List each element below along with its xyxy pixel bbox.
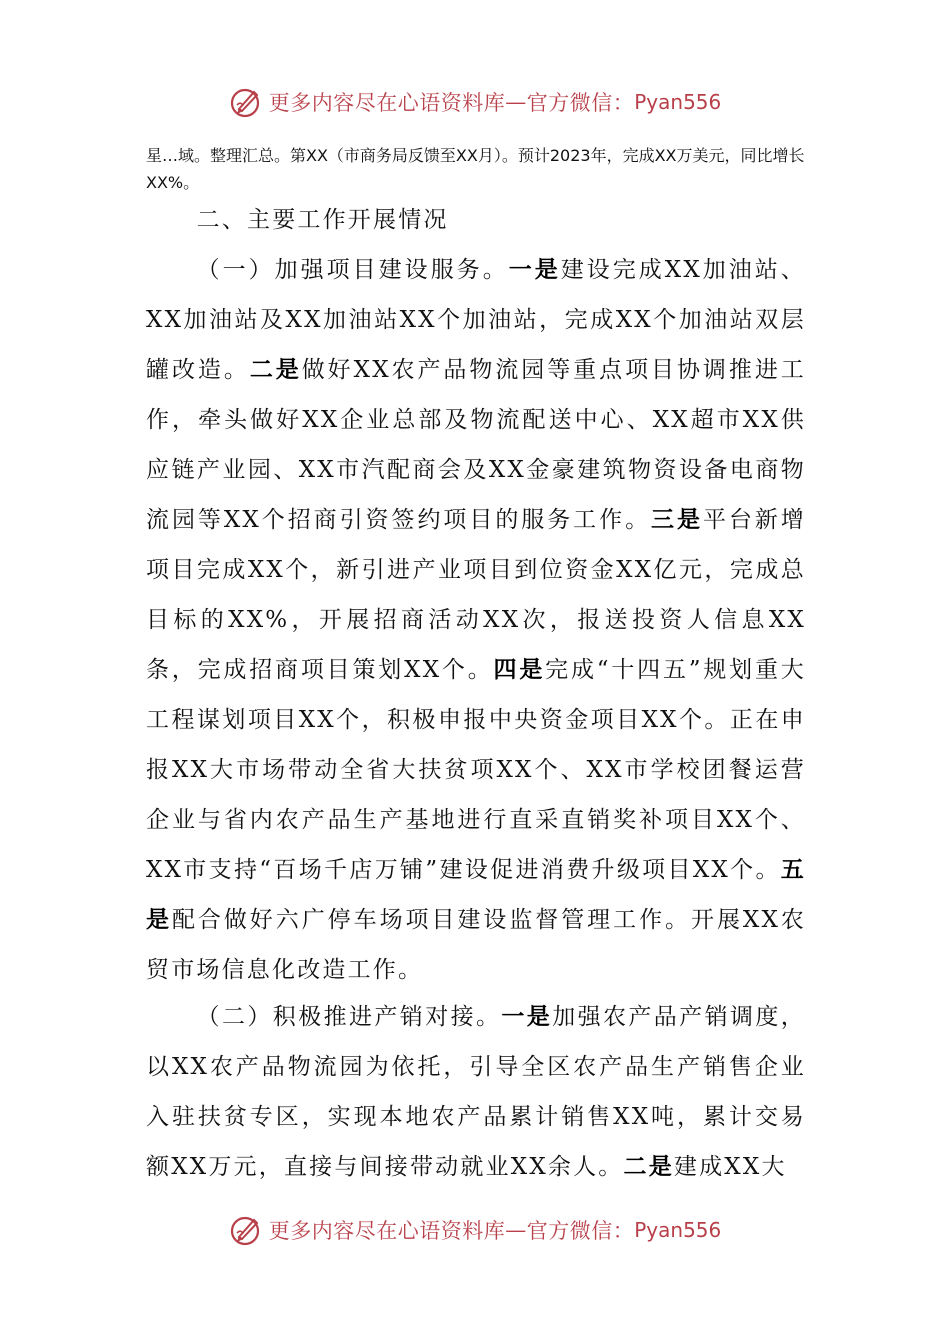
p2-text-1: 加强农产品产销调度，以XX农产品物流园为依托，引导全区农产品生产销售企业入驻扶贫专区，实现本地农产品累计销售XX吨，累计交易额XX万元，直接与间接带动就业XX余人。 (146, 1004, 807, 1180)
section-title: 二、主要工作开展情况 (196, 207, 449, 233)
pen-circle-icon (229, 1212, 265, 1248)
p1-marker-5: 五是 (146, 856, 806, 933)
watermark-wechat-label: 官方微信： (526, 1219, 635, 1243)
paragraph-project-service (146, 245, 806, 995)
p1-text-5: 配合做好六广停车场项目建设监督管理工作。开展XX农贸市场信息化改造工作。 (146, 907, 806, 983)
p1-marker-3: 三是 (651, 506, 703, 533)
p1-text-1: 建设完成XX加油站、XX加油站及XX加油站XX个加油站，完成XX个加油站双层罐改造。 (146, 257, 807, 383)
p2-marker-2: 二是 (623, 1153, 674, 1180)
pen-circle-icon (229, 84, 265, 120)
continuation-paragraph: 星…域。整理汇总。第XX（市商务局反馈至XX月）。预计2023年，完成XX万美元，同比增长XX%。 (146, 146, 805, 192)
p2-lead: （二）积极推进产销对接。 (196, 1004, 502, 1030)
watermark-wechat-label: 官方微信： (526, 91, 635, 115)
p1-marker-1: 一是 (508, 256, 561, 283)
paragraph-production-sales (146, 992, 806, 1192)
watermark-dash: — (505, 1218, 527, 1242)
p1-lead: （一）加强项目建设服务。 (196, 257, 509, 283)
watermark-main-text: 更多内容尽在心语资料库 (268, 91, 506, 115)
p2-marker-1: 一是 (501, 1003, 553, 1030)
watermark-banner-top (0, 82, 950, 122)
watermark-banner-bottom (0, 1210, 950, 1250)
p2-text-2: 建成XX大 (673, 1154, 787, 1180)
p1-text-2: 做好XX农产品物流园等重点项目协调推进工作，牵头做好XX企业总部及物流配送中心、XX超市XX供应链产业园、XX市汽配商会及XX金豪建筑物资设备电商物流园等XX个招商引资签约项目的服务工作。 (146, 357, 806, 533)
p1-marker-4: 四是 (493, 656, 546, 683)
watermark-wechat-id: Pyan556 (634, 90, 722, 114)
p1-text-4: 完成“十四五”规划重大工程谋划项目XX个，积极申报中央资金项目XX个。正在申报XX大市场带动全省大扶贫项XX个、XX市学校团餐运营企业与省内农产品生产基地进行直采直销奖补项目XX个、XX市支持“百场千店万铺”建设促进消费升级项目XX个。 (146, 657, 806, 883)
watermark-main-text: 更多内容尽在心语资料库 (268, 1219, 506, 1243)
watermark-dash: — (505, 90, 527, 114)
p1-text-3: 平台新增项目完成XX个，新引进产业项目到位资金XX亿元，完成总目标的XX%，开展招商活动XX次，报送投资人信息XX条，完成招商项目策划XX个。 (146, 507, 806, 683)
watermark-wechat-id: Pyan556 (634, 1218, 722, 1242)
p1-marker-2: 二是 (249, 356, 302, 383)
